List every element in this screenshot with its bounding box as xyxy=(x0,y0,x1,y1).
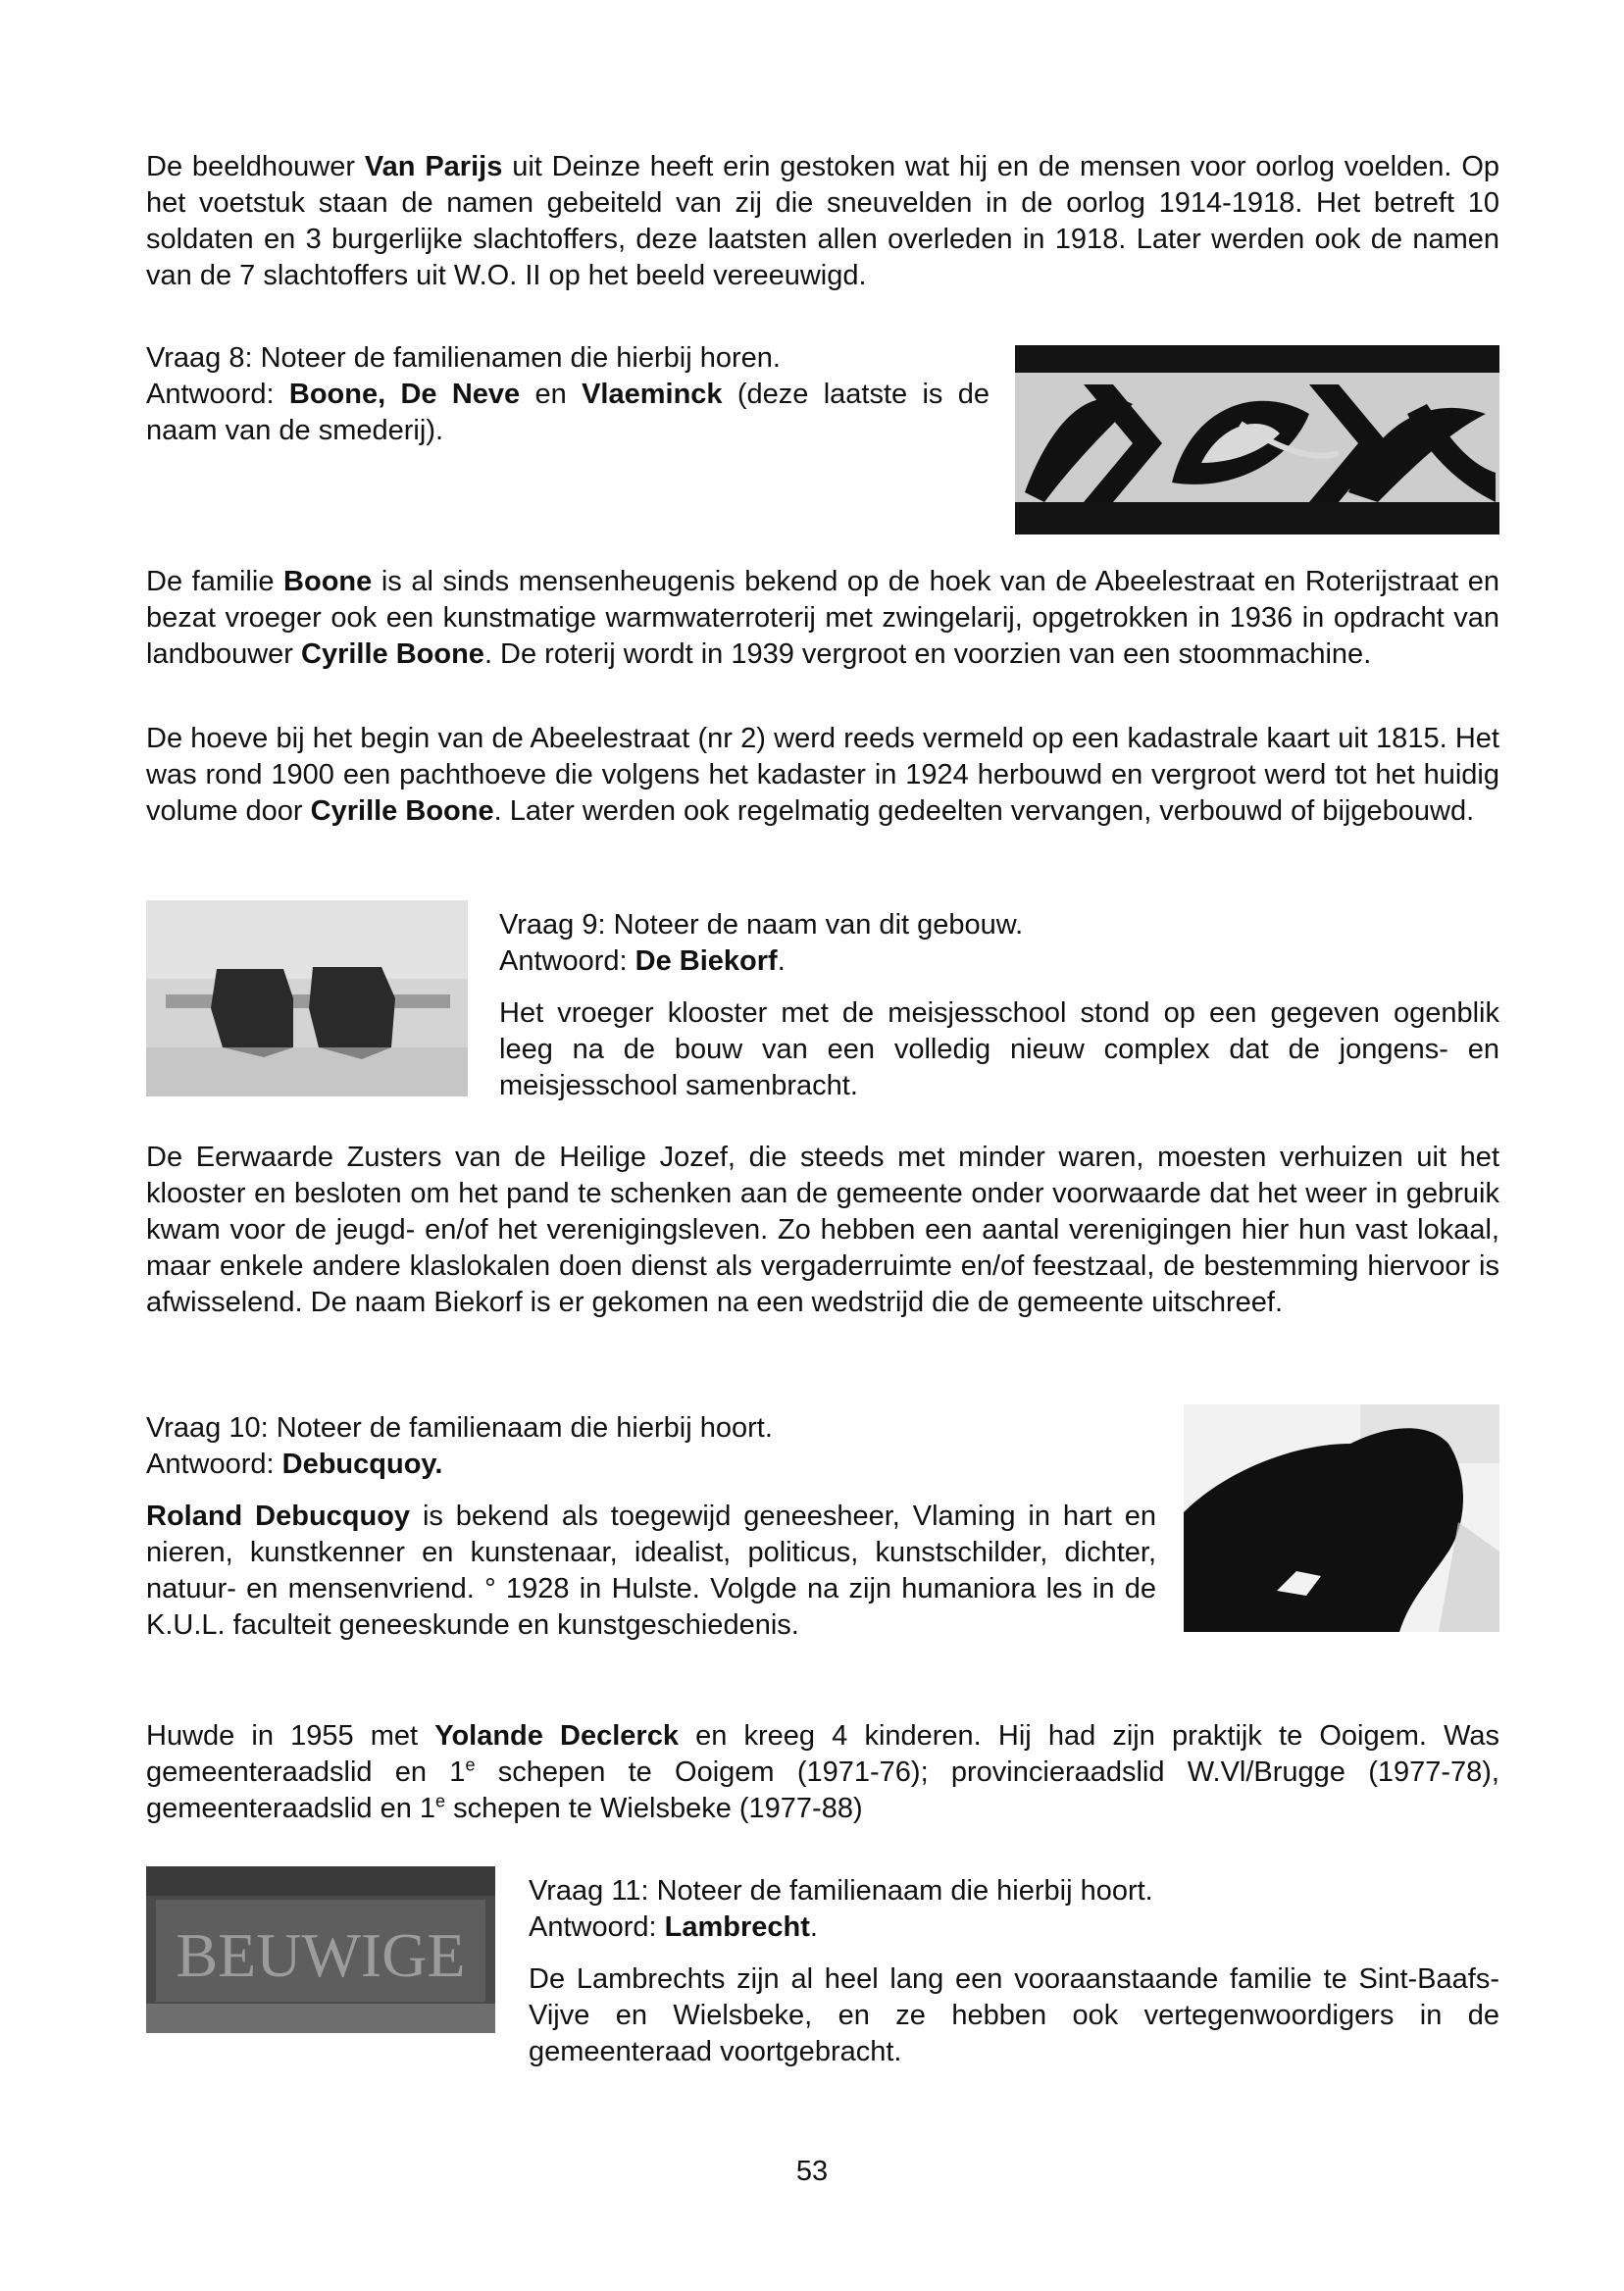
paragraph-klooster: Het vroeger klooster met de meisjesschool stond op een gegeven ogenblik leeg na de bouw van een volledig nieuw complex dat de jongens- en meisjesschool samenbracht. xyxy=(499,997,1499,1101)
beuwige-sign-icon xyxy=(146,1866,495,2033)
answer-11: Antwoord: Lambrecht. xyxy=(529,1911,818,1943)
paragraph-huwde: Huwde in 1955 met Yolande Declerck en kreeg 4 kinderen. Hij had zijn praktijk te Ooigem. Was gemeenteraadslid en 1e schepen te Ooigem (1971-76); provincieraadslid W.Vl/Brugge (1977-78), gemeenteraadslid en 1e schepen te Wielsbeke (1977-88) xyxy=(146,1720,1499,1824)
question-9: Vraag 9: Noteer de naam van dit gebouw. xyxy=(499,909,1024,941)
question-11: Vraag 11: Noteer de familienaam die hierbij hoort. xyxy=(529,1875,1153,1907)
question-8: Vraag 8: Noteer de familienamen die hierbij horen. xyxy=(146,342,781,374)
paragraph-debucquoy: Roland Debucquoy is bekend als toegewijd geneesheer, Vlaming in hart en nieren, kunstkenner en kunstenaar, idealist, politicus, kunstschilder, dichter, natuur- en mensenvriend. ° 1928 in Hulste. Volgde na zijn humaniora les in de K.U.L. faculteit geneeskunde en kunstgeschiedenis. xyxy=(146,1501,1156,1641)
answer-10: Antwoord: Debucquoy. xyxy=(146,1449,443,1480)
page-number: 53 xyxy=(795,2156,829,2187)
paragraph-hoeve: De hoeve bij het begin van de Abeelestraat (nr 2) werd reeds vermeld op een kadastrale kaart uit 1815. Het was rond 1900 een pachthoeve die volgens het kadaster in 1924 herbouwd en vergroot werd tot het huidig volume door Cyrille Boone. Later werden ook regelmatig gedeelten vervangen, verbouwd of bijgebouwd. xyxy=(146,723,1499,827)
question-10-block xyxy=(146,1410,1156,1644)
question-8-block xyxy=(146,340,999,449)
building-letters-icon xyxy=(146,900,468,1096)
paragraph-van-parijs: De beeldhouwer Van Parijs uit Deinze heeft erin gestoken wat hij en de mensen voor oorlog voelden. Op het voetstuk staan de namen gebeiteld van zij die sneuvelden in de oorlog 1914-1918. Het betreft 10 soldaten en 3 burgerlijke slachtoffers, deze laatsten allen overleden in 1918. Later werden ook de namen van de 7 slachtoffers uit W.O. II op het beeld vereeuwigd. xyxy=(146,151,1499,291)
question-10: Vraag 10: Noteer de familienaam die hierbij hoort. xyxy=(146,1412,773,1444)
building-sign-photo xyxy=(146,900,468,1096)
street-sign-photo xyxy=(146,1866,495,2033)
ironwork-scroll-icon xyxy=(1015,345,1499,535)
question-11-block xyxy=(529,1873,1499,2070)
paragraph-zusters: De Eerwaarde Zusters van de Heilige Jozef, die steeds met minder waren, moesten verhuizen uit het klooster en besloten om het pand te schenken aan de gemeente onder voorwaarde dat het weer in gebruik kwam voor de jeugd- en/of het verenigingsleven. Zo hebben een aantal verenigingen hier hun vast lokaal, maar enkele andere klaslokalen doen dienst als vergaderruimte en/of feestzaal, de bestemming hiervoor is afwisselend. De naam Biekorf is er gekomen na een wedstrijd die de gemeente uitschreef. xyxy=(146,1142,1499,1318)
silhouette-photo xyxy=(1184,1404,1499,1632)
portrait-silhouette-icon xyxy=(1184,1404,1499,1632)
answer-8: Antwoord: Boone, De Neve en Vlaeminck (deze laatste is de naam van de smederij). xyxy=(146,379,990,446)
sign-text: BEUWIGE xyxy=(176,1920,466,1990)
smithy-ironwork-photo xyxy=(1015,345,1499,535)
answer-9: Antwoord: De Biekorf. xyxy=(499,945,786,977)
question-9-block xyxy=(499,907,1499,1104)
paragraph-boone: De familie Boone is al sinds mensenheugenis bekend op de hoek van de Abeelestraat en Roterijstraat en bezat vroeger ook een kunstmatige warmwaterroterij met zwingelarij, opgetrokken in 1936 in opdracht van landbouwer Cyrille Boone. De roterij wordt in 1939 vergroot en voorzien van een stoommachine. xyxy=(146,566,1499,670)
paragraph-lambrechts: De Lambrechts zijn al heel lang een vooraanstaande familie te Sint-Baafs-Vijve en Wielsbeke, en ze hebben ook vertegenwoordigers in de gemeenteraad voortgebracht. xyxy=(529,1963,1499,2067)
